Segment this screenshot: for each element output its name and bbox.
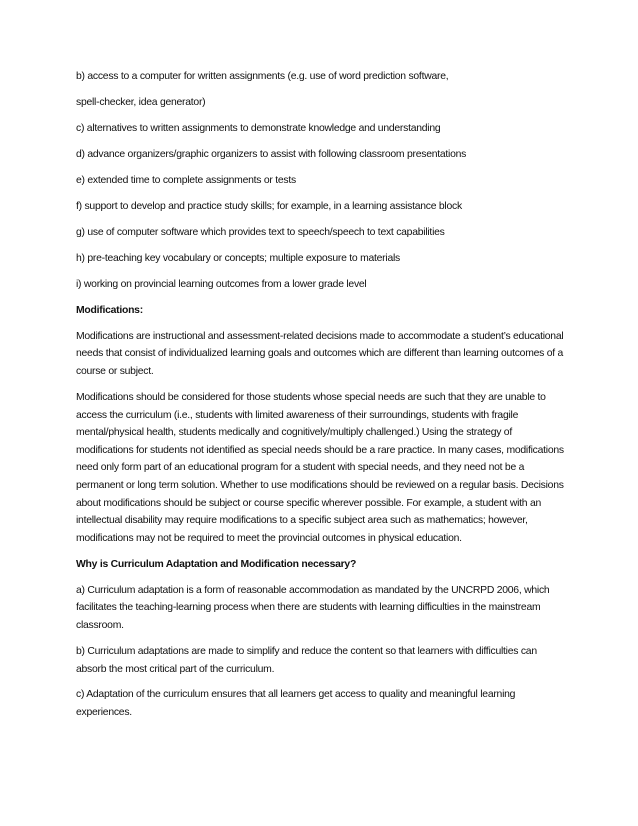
list-item-b: b) access to a computer for written assignments (e.g. use of word prediction software,: [76, 71, 449, 82]
list-item-c: c) alternatives to written assignments to demonstrate knowledge and understanding: [76, 122, 441, 134]
list-item-b-continued: spell-checker, idea generator): [76, 96, 206, 108]
why-paragraph-c: c) Adaptation of the curriculum ensures that all learners get access to quality and meaningful learning experiences.: [76, 689, 516, 719]
list-item-g: g) use of computer software which provides text to speech/speech to text capabilities: [76, 226, 445, 238]
list-item-d: d) advance organizers/graphic organizers to assist with following classroom presentations: [76, 148, 467, 160]
list-item-h: h) pre-teaching key vocabulary or concepts; multiple exposure to materials: [76, 252, 400, 264]
list-item-i: i) working on provincial learning outcomes from a lower grade level: [76, 278, 367, 290]
document-page: [76, 68, 566, 730]
modifications-heading: Modifications:: [76, 304, 143, 316]
modifications-paragraph-1: Modifications are instructional and assessment-related decisions made to accommodate a student’s educational needs that consist of individualized learning goals and outcomes which are different than learning outcomes of a course or subject.: [76, 330, 564, 378]
why-paragraph-a: a) Curriculum adaptation is a form of reasonable accommodation as mandated by the UNCRPD 2006, which facilitates the teaching-learning process when there are students with learning difficulties in the mainstream classroom.: [76, 584, 550, 631]
modifications-paragraph-2: Modifications should be considered for those students whose special needs are such that they are unable to access the curriculum (i.e., students with limited awareness of their surroundings, students with fragile mental/physical health, students medically and cognitively/multiply challenged.) Using the strategy of modifications for students not identified as special needs should be a rare practice. In many cases, modifications need only form part of an educational program for a student with special needs, and they need not be a permanent or long term solution. Whether to use modifications should be reviewed on a regular basis. Decisions about modifications should be subject or course specific wherever possible. For example, a student with an intellectual disability may require modifications to a specific subject area such as mathematics; however, modifications may not be required to meet the provincial outcomes in physical education.: [76, 392, 564, 544]
list-item-f: f) support to develop and practice study skills; for example, in a learning assistance block: [76, 200, 462, 212]
list-item-e: e) extended time to complete assignments or tests: [76, 174, 296, 186]
why-paragraph-b: b) Curriculum adaptations are made to simplify and reduce the content so that learners with difficulties can absorb the most critical part of the curriculum.: [76, 645, 537, 675]
why-heading: Why is Curriculum Adaptation and Modification necessary?: [76, 558, 357, 570]
